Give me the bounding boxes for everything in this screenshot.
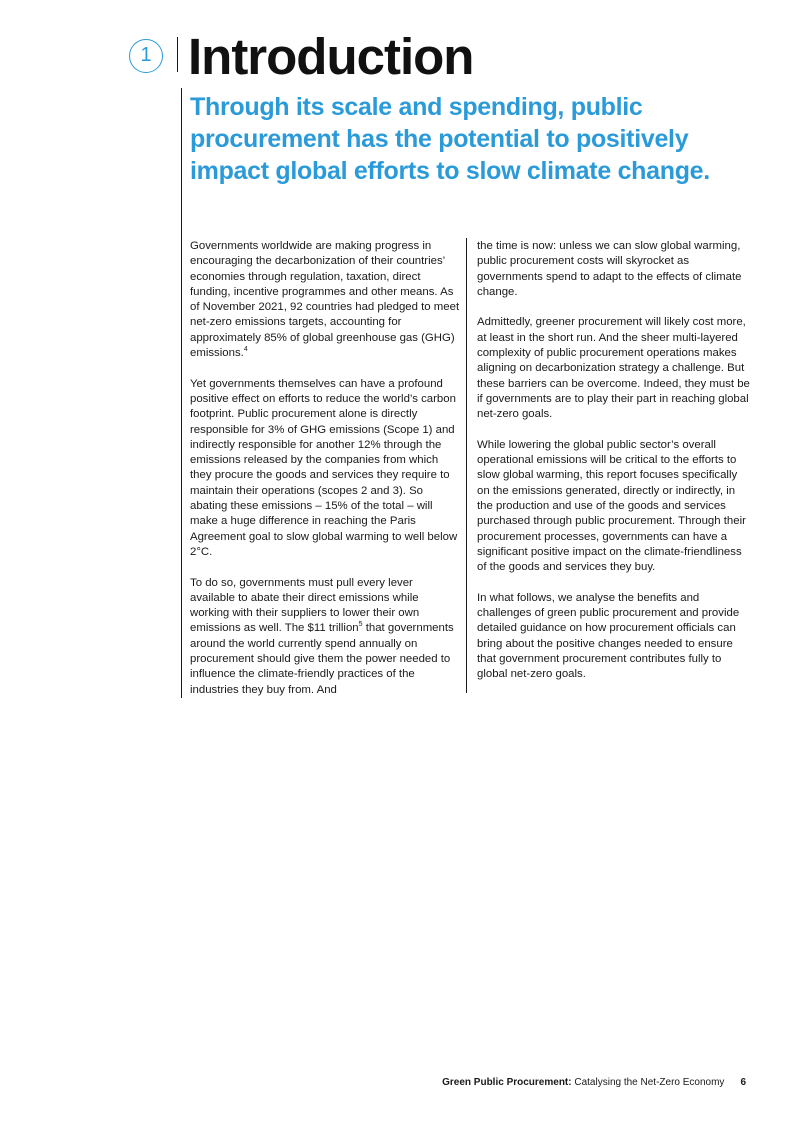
left-column: [190, 239, 460, 713]
footnote-ref: 4: [243, 346, 248, 354]
page-number: 6: [740, 1077, 746, 1088]
left-margin-rule: [181, 88, 182, 698]
chapter-number-badge: 1: [129, 39, 163, 73]
footer-report-subtitle: Catalysing the Net-Zero Economy: [571, 1077, 725, 1088]
paragraph: In what follows, we analyse the benefits and challenges of green public procurement and provide detailed guidance on how procurement officials can bring about the positive changes needed to ensure that government procurement contributes fully to global net-zero goals.: [477, 591, 740, 681]
paragraph: the time is now: unless we can slow global warming, public procurement costs will skyrocket as governments spend to adapt to the effects of climate change.: [477, 240, 742, 298]
paragraph: Yet governments themselves can have a profound positive effect on efforts to reduce the world’s carbon footprint. Public procurement alone is directly responsible for 3% of GHG emissions (Scope 1) and indirectly responsible for another 12% through the emissions released by the companies from which they procure the goods and services they require to maintain their operations (scopes 2 and 3). So abating these emissions – 15% of the total – will make a huge difference in reaching the Paris Agreement goal to slow global warming to well below 2°C.: [190, 377, 458, 558]
paragraph: Admittedly, greener procurement will likely cost more, at least in the short run. And the sheer multi-layered complexity of public procurement operations makes aligning on decarbonization strategy a challenge. But these barriers can be overcome. Indeed, they must be if governments are to play their part in reaching global net-zero goals.: [477, 316, 750, 421]
paragraph: [190, 239, 460, 361]
paragraph: While lowering the global public sector’s overall operational emissions will be critical to the efforts to slow global warming, this report focuses specifically on the emissions generated, directly or indirectly, in the production and use of the goods and services purchased through public procurement. Through their procurement processes, governments can have a significant positive impact on the climate-friendliness of the goods and services they buy.: [477, 438, 746, 574]
footnote-ref: 5: [358, 621, 363, 629]
page-title: Introduction: [188, 28, 474, 85]
paragraph: [190, 576, 460, 698]
right-column: [477, 239, 752, 698]
title-divider: [177, 37, 178, 72]
column-divider: [466, 238, 467, 693]
paragraph-text: that governments around the world currently spend annually on procurement should give them the power needed to influence the climate-friendly practices of the industries they buy from. And: [190, 622, 454, 696]
footer-report-title: Green Public Procurement:: [442, 1077, 572, 1088]
paragraph-text: To do so, governments must pull every lever available to abate their direct emissions while working with their suppliers to lower their own emissions as well. The $11 trillion: [190, 576, 420, 635]
paragraph-text: Governments worldwide are making progress in encouraging the decarbonization of their countries’ economies through regulation, taxation, direct funding, incentive programmes and other means. As of November 2021, 92 countries had pledged to meet net-zero emissions targets, accounting for approximately 85% of global greenhouse gas (GHG) emissions.: [190, 240, 460, 360]
page-footer: [442, 1077, 746, 1088]
page-subtitle: Through its scale and spending, public procurement has the potential to positively impact global efforts to slow climate change.: [190, 93, 710, 185]
